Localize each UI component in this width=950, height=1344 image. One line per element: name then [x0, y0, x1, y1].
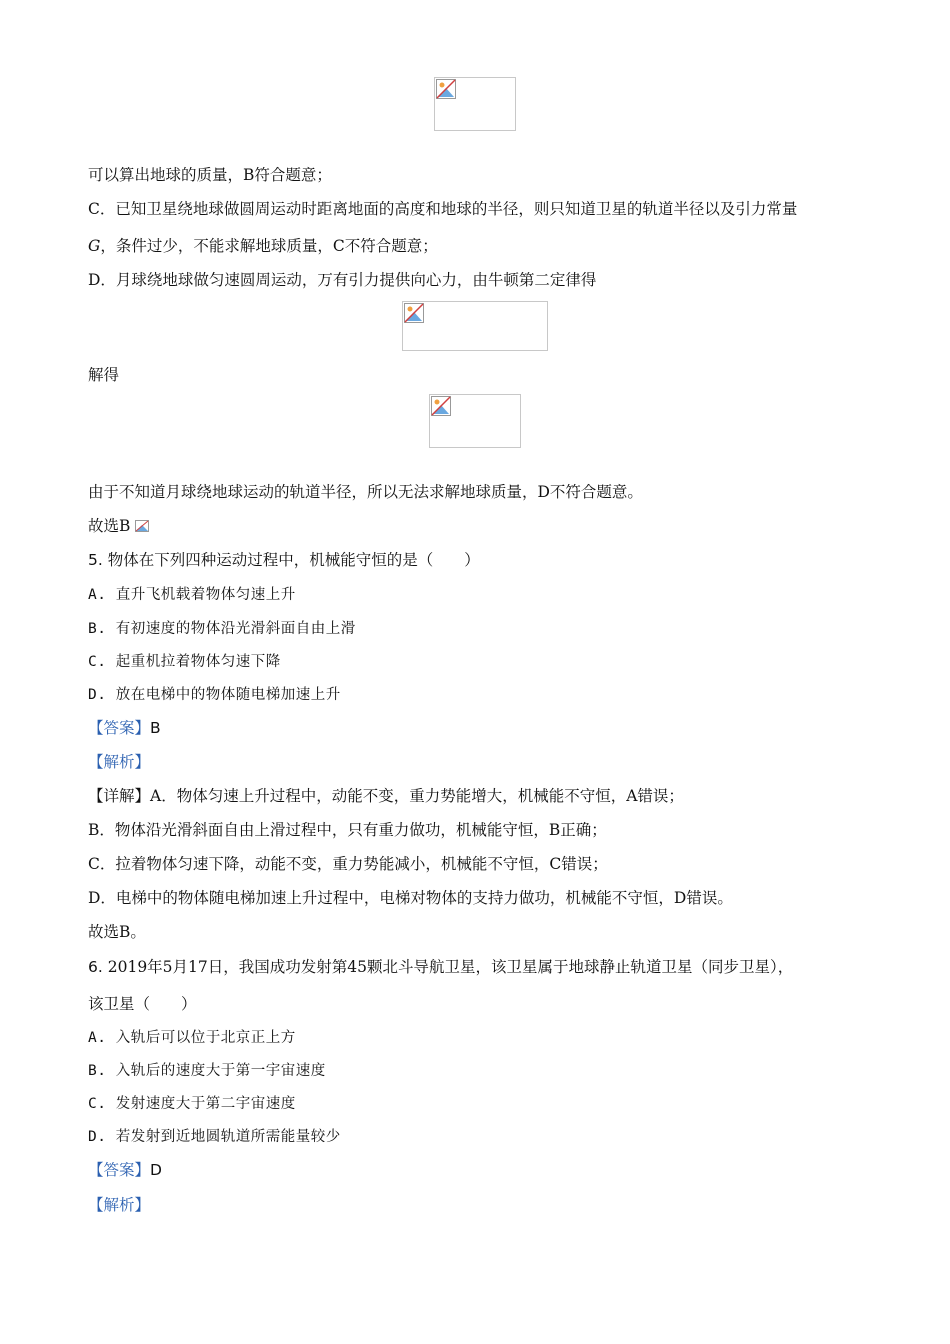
broken-image-icon	[135, 520, 149, 532]
text-line: 由于不知道月球绕地球运动的轨道半径，所以无法求解地球质量，D不符合题意。	[88, 483, 643, 501]
option-c: C. 起重机拉着物体匀速下降	[88, 654, 281, 670]
detail-line: D．电梯中的物体随电梯加速上升过程中，电梯对物体的支持力做功，机械能不守恒，D错误。	[88, 889, 733, 907]
analysis-tag: 【解析】	[88, 1196, 151, 1214]
answer-line	[88, 718, 161, 738]
option-a: A. 入轨后可以位于北京正上方	[88, 1030, 296, 1046]
answer-value: B	[150, 719, 161, 737]
text-line: 解得	[88, 366, 120, 384]
text-line: 可以算出地球的质量，B符合题意；	[88, 166, 332, 184]
question-6-stem	[88, 957, 793, 977]
text-line: C．已知卫星绕地球做圆周运动时距离地面的高度和地球的半径，则只知道卫星的轨道半径以及引力常量	[88, 200, 798, 218]
broken-image-icon	[436, 79, 456, 99]
analysis-tag: 【解析】	[88, 753, 151, 771]
question-text: 物体在下列四种运动过程中，机械能守恒的是（ ）	[107, 551, 480, 569]
text-span: ，条件过少，不能求解地球质量，C不符合题意；	[100, 237, 438, 255]
answer-line	[88, 1160, 162, 1180]
broken-image-icon	[404, 303, 424, 323]
formula-image-2	[402, 301, 548, 351]
question-number: 5.	[88, 551, 103, 569]
option-b: B. 入轨后的速度大于第一宇宙速度	[88, 1063, 326, 1079]
text-line: D．月球绕地球做匀速圆周运动，万有引力提供向心力，由牛顿第二定律得	[88, 271, 597, 289]
detail-line: C．拉着物体匀速下降，动能不变，重力势能减小，机械能不守恒，C错误；	[88, 855, 608, 873]
detail-line	[88, 786, 684, 806]
answer-tag: 【答案】	[88, 1161, 151, 1179]
question-5-stem	[88, 550, 480, 570]
formula-image-3	[429, 394, 521, 448]
question-6-stem-cont: 该卫星（ ）	[88, 995, 197, 1013]
option-d: D. 放在电梯中的物体随电梯加速上升	[88, 687, 341, 703]
option-b: B. 有初速度的物体沿光滑斜面自由上滑	[88, 621, 356, 637]
detail-line: B．物体沿光滑斜面自由上滑过程中，只有重力做功，机械能守恒，B正确；	[88, 821, 607, 839]
broken-image-icon	[431, 396, 451, 416]
question-text: 2019年5月17日，我国成功发射第45颗北斗导航卫星，该卫星属于地球静止轨道卫星（同步卫星），	[107, 958, 794, 976]
formula-image-1	[434, 77, 516, 131]
detail-line: 故选B。	[88, 923, 146, 941]
option-a: A. 直升飞机载着物体匀速上升	[88, 587, 296, 603]
option-c: C. 发射速度大于第二宇宙速度	[88, 1096, 296, 1112]
italic-variable: G	[88, 237, 101, 255]
detail-tag: 【详解】	[88, 787, 151, 805]
text-line	[88, 516, 149, 536]
detail-text: A．物体匀速上升过程中，动能不变，重力势能增大，机械能不守恒，A错误；	[150, 787, 684, 805]
text-span: 故选B	[88, 517, 131, 535]
question-number: 6.	[88, 958, 103, 976]
answer-tag: 【答案】	[88, 719, 151, 737]
text-line	[88, 236, 438, 256]
answer-value: D	[150, 1161, 162, 1179]
option-d: D. 若发射到近地圆轨道所需能量较少	[88, 1129, 341, 1145]
